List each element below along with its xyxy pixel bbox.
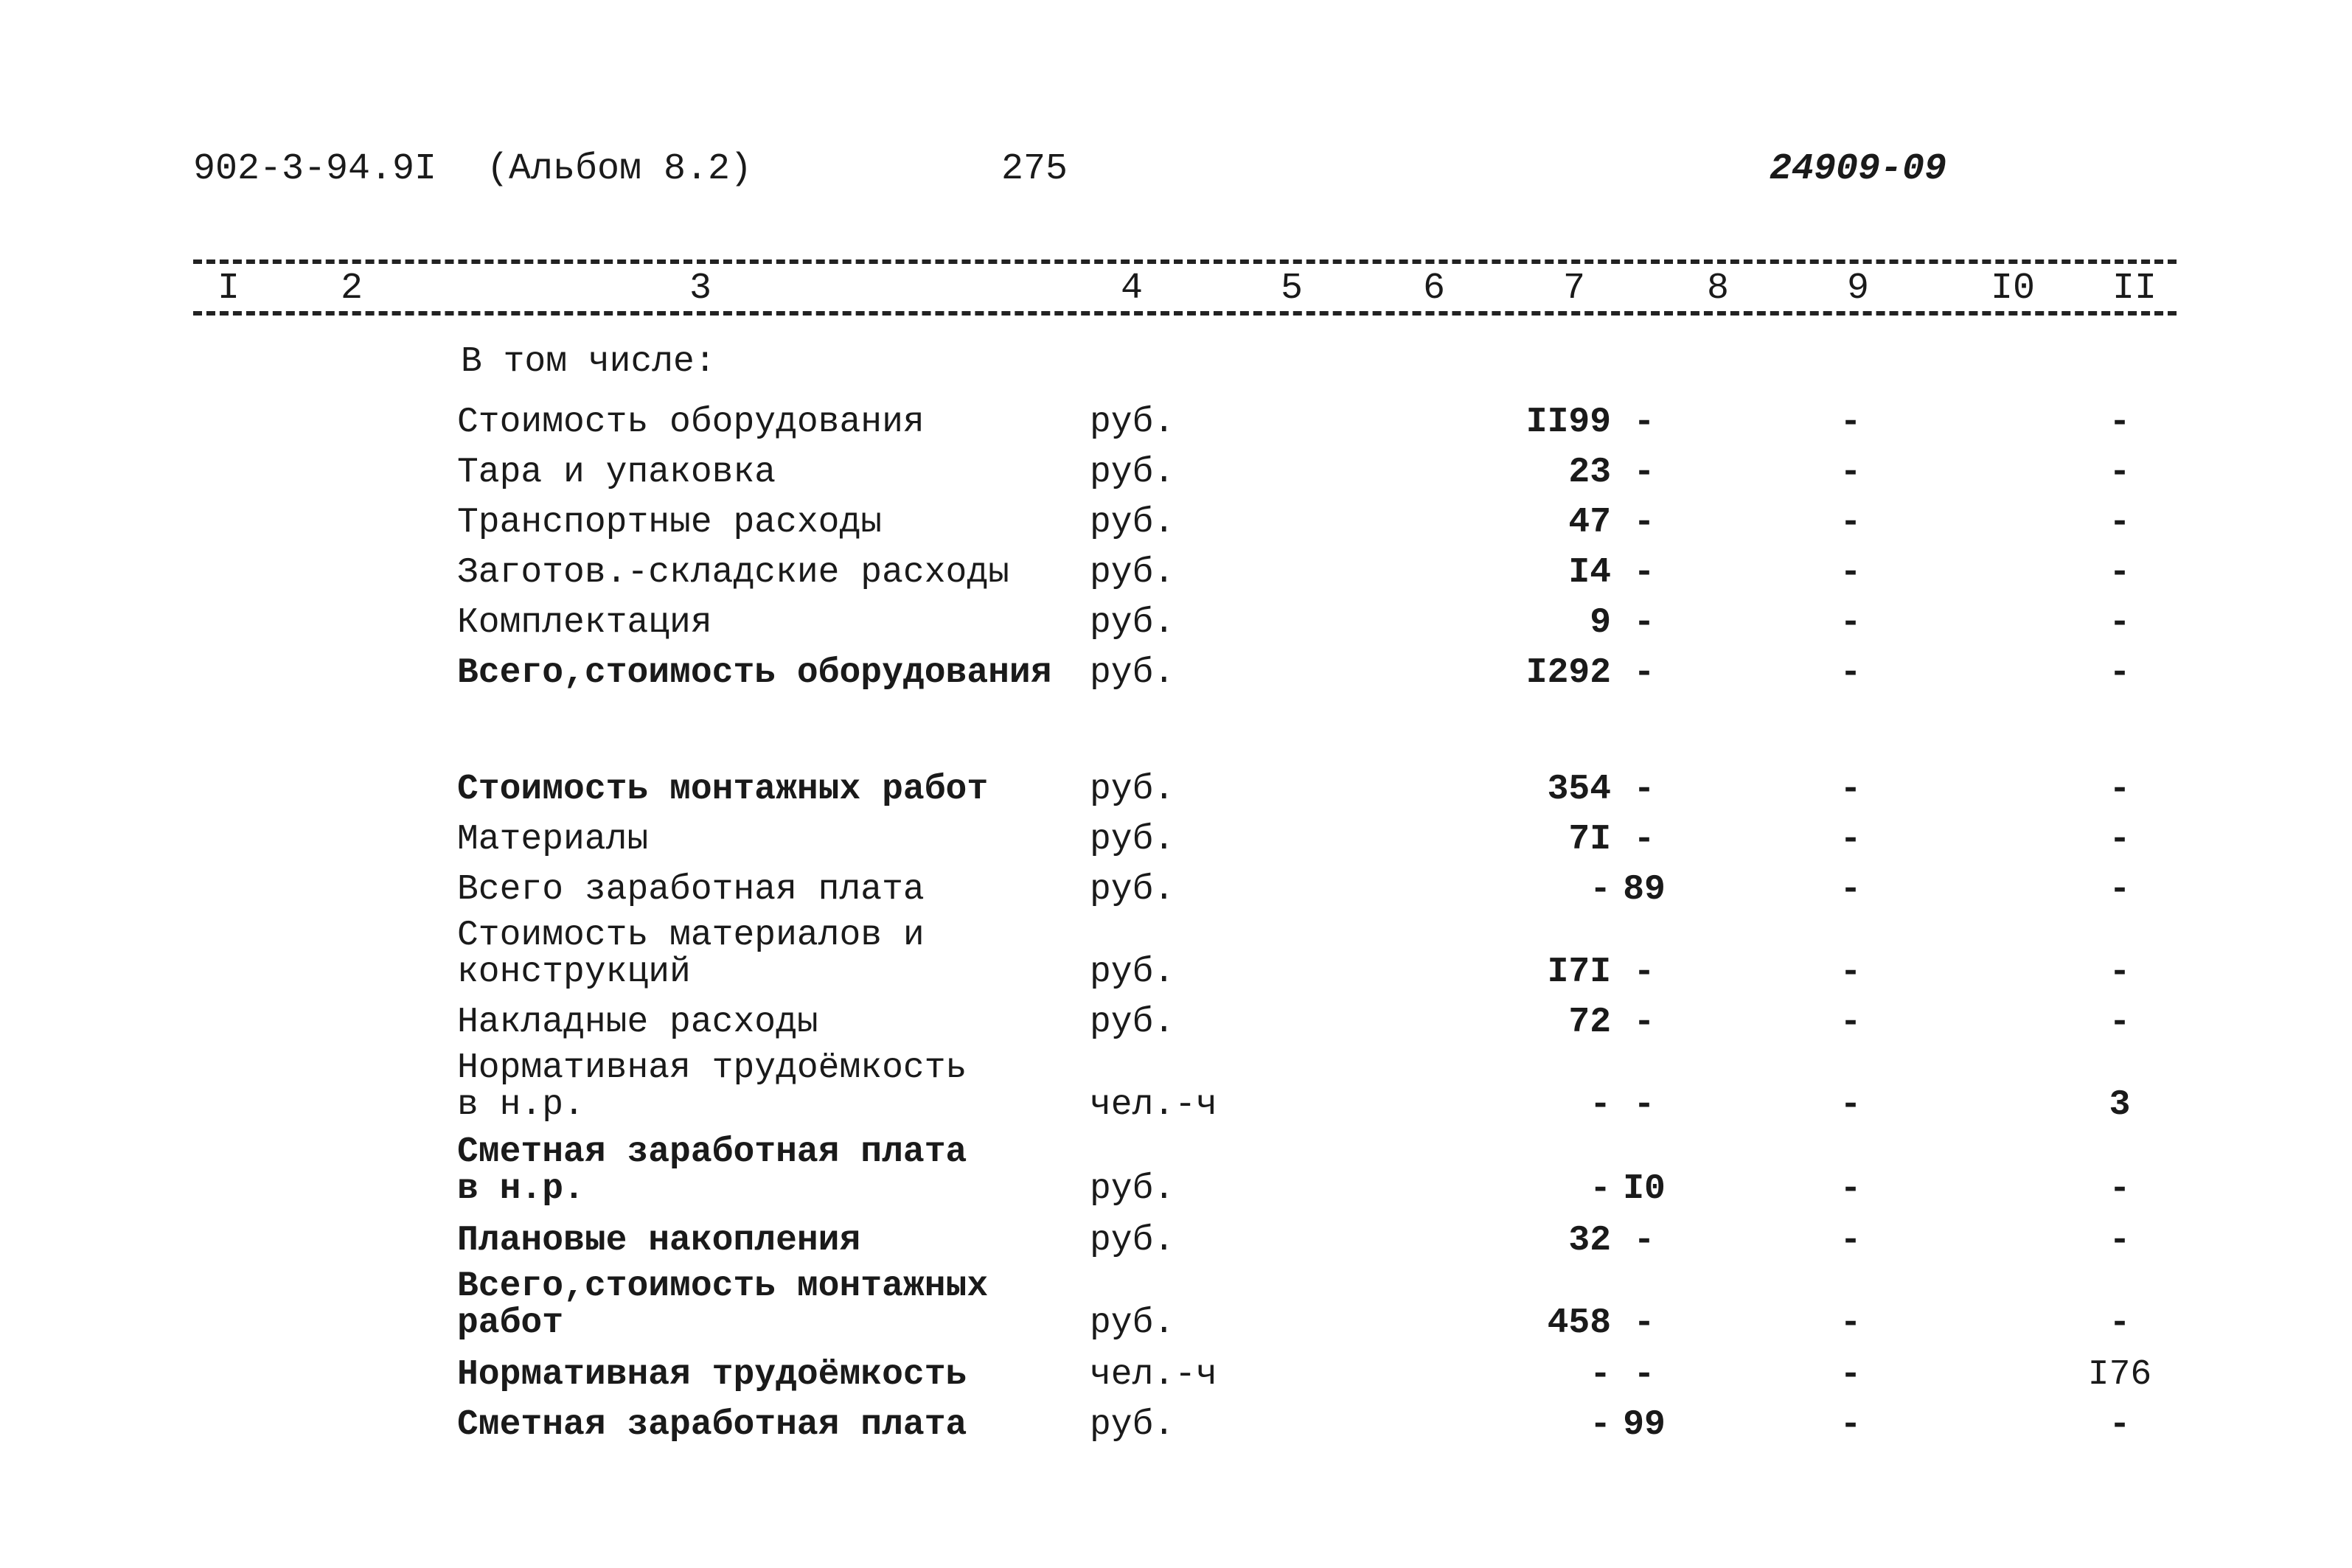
section-heading: В том числе:	[461, 342, 716, 382]
row-value-col11: -	[2109, 603, 2131, 643]
row-value-col8: -	[1633, 603, 1655, 643]
row-value-col7: I292	[1525, 653, 1611, 693]
row-unit: руб.	[1090, 653, 1175, 693]
column-number-1: I	[217, 268, 240, 310]
row-value-col11: -	[2109, 870, 2131, 910]
row-value-col9: -	[1840, 403, 1862, 442]
column-number-4: 4	[1120, 268, 1143, 310]
page-number: 275	[1001, 148, 1068, 190]
row-value-col8: -	[1633, 1221, 1655, 1261]
row-value-col9: -	[1840, 952, 1862, 992]
row-value-col7: 23	[1568, 453, 1611, 492]
row-label: Накладные расходы	[457, 1003, 818, 1042]
row-value-col7: I4	[1568, 553, 1611, 593]
row-label: Тара и упаковка	[457, 453, 776, 492]
row-value-col8: -	[1633, 952, 1655, 992]
row-unit: руб.	[1090, 603, 1175, 643]
row-value-col9: -	[1840, 770, 1862, 809]
row-label: Комплектация	[457, 603, 712, 643]
row-value-col11: -	[2109, 1405, 2131, 1445]
row-value-col7: -	[1590, 1169, 1611, 1209]
row-value-col8: -	[1633, 503, 1655, 543]
row-value-col8: I0	[1623, 1169, 1666, 1209]
row-label: Плановые накопления	[457, 1221, 861, 1261]
row-unit: руб.	[1090, 870, 1175, 910]
row-label: Стоимость оборудования	[457, 403, 925, 442]
row-value-col8: -	[1633, 453, 1655, 492]
row-unit: руб.	[1090, 820, 1175, 860]
row-value-col11: -	[2109, 1003, 2131, 1042]
row-value-col11: -	[2109, 1303, 2131, 1343]
row-value-col11: -	[2109, 1221, 2131, 1261]
row-value-col8: 99	[1623, 1405, 1666, 1445]
row-value-col8: -	[1633, 653, 1655, 693]
row-value-col7: 47	[1568, 503, 1611, 543]
row-value-col9: -	[1840, 870, 1862, 910]
row-value-col7: 458	[1547, 1303, 1611, 1343]
row-value-col11: -	[2109, 820, 2131, 860]
row-value-col9: -	[1840, 553, 1862, 593]
row-value-col11: -	[2109, 653, 2131, 693]
row-value-col8: -	[1633, 1003, 1655, 1042]
row-value-col7: -	[1590, 870, 1611, 910]
row-value-col8: -	[1633, 1355, 1655, 1395]
column-number-3: 3	[689, 268, 711, 310]
table-row	[0, 603, 2352, 691]
document-code: 902-3-94.9I	[193, 148, 437, 190]
row-label: Нормативная трудоёмкость	[457, 1355, 967, 1395]
row-label: Всего,стоимость монтажных работ	[457, 1266, 989, 1343]
row-unit: руб.	[1090, 1221, 1175, 1261]
row-value-col7: 72	[1568, 1003, 1611, 1042]
row-unit: руб.	[1090, 553, 1175, 593]
row-value-col9: -	[1840, 1085, 1862, 1125]
row-unit: руб.	[1090, 1303, 1175, 1343]
table-row	[0, 820, 2352, 908]
row-value-col7: -	[1590, 1085, 1611, 1125]
column-number-10: I0	[1990, 268, 2035, 310]
column-number-2: 2	[340, 268, 363, 310]
row-label: Всего,стоимость оборудования	[457, 653, 1052, 693]
album-label: (Альбом 8.2)	[487, 148, 753, 190]
row-unit: руб.	[1090, 1405, 1175, 1445]
row-value-col11: 3	[2109, 1085, 2131, 1125]
row-value-col9: -	[1840, 453, 1862, 492]
row-value-col7: -	[1590, 1405, 1611, 1445]
row-value-col11: -	[2109, 403, 2131, 442]
row-label: Сметная заработная плата	[457, 1405, 967, 1445]
row-value-col9: -	[1840, 1221, 1862, 1261]
row-unit: руб.	[1090, 403, 1175, 442]
row-value-col9: -	[1840, 820, 1862, 860]
row-unit: чел.-ч	[1090, 1085, 1217, 1125]
row-value-col9: -	[1840, 1169, 1862, 1209]
row-value-col11: -	[2109, 503, 2131, 543]
column-header-bottom-rule	[193, 311, 2177, 316]
row-label: Сметная заработная плата в н.р.	[457, 1132, 967, 1209]
row-value-col7: -	[1590, 1355, 1611, 1395]
row-unit: руб.	[1090, 770, 1175, 809]
row-value-col7: 9	[1590, 603, 1611, 643]
row-value-col11: I76	[2087, 1355, 2152, 1395]
table-row	[0, 952, 2352, 1041]
row-value-col9: -	[1840, 1003, 1862, 1042]
column-header-top-rule	[193, 259, 2177, 264]
row-value-col11: -	[2109, 770, 2131, 809]
row-value-col7: II99	[1525, 403, 1611, 442]
row-unit: руб.	[1090, 1169, 1175, 1209]
row-label: Заготов.-складские расходы	[457, 553, 1009, 593]
column-number-5: 5	[1280, 268, 1303, 310]
row-label: Стоимость материалов и конструкций	[457, 916, 925, 992]
row-value-col7: 354	[1547, 770, 1611, 809]
table-row	[0, 1035, 2352, 1123]
row-value-col8: -	[1633, 770, 1655, 809]
row-unit: руб.	[1090, 1003, 1175, 1042]
row-value-col9: -	[1840, 503, 1862, 543]
table-row	[0, 1171, 2352, 1259]
row-value-col8: -	[1633, 1303, 1655, 1343]
table-row	[0, 1355, 2352, 1443]
row-value-col8: -	[1633, 820, 1655, 860]
column-number-7: 7	[1562, 268, 1585, 310]
column-number-6: 6	[1422, 268, 1445, 310]
row-label: Всего заработная плата	[457, 870, 925, 910]
row-label: Транспортные расходы	[457, 503, 883, 543]
row-value-col9: -	[1840, 1405, 1862, 1445]
row-label: Стоимость монтажных работ	[457, 770, 989, 809]
row-value-col9: -	[1840, 1303, 1862, 1343]
row-value-col11: -	[2109, 1169, 2131, 1209]
row-value-col11: -	[2109, 952, 2131, 992]
row-value-col9: -	[1840, 653, 1862, 693]
row-label: Материалы	[457, 820, 649, 860]
column-number-11: II	[2112, 268, 2157, 310]
row-unit: руб.	[1090, 453, 1175, 492]
column-number-8: 8	[1706, 268, 1729, 310]
row-value-col8: -	[1633, 1085, 1655, 1125]
row-value-col9: -	[1840, 1355, 1862, 1395]
row-value-col7: 32	[1568, 1221, 1611, 1261]
row-value-col8: -	[1633, 553, 1655, 593]
registry-code: 24909-09	[1770, 148, 1947, 190]
row-value-col11: -	[2109, 453, 2131, 492]
row-unit: руб.	[1090, 952, 1175, 992]
row-value-col9: -	[1840, 603, 1862, 643]
row-unit: руб.	[1090, 503, 1175, 543]
row-unit: чел.-ч	[1090, 1355, 1217, 1395]
row-label: Нормативная трудоёмкость в н.р.	[457, 1048, 967, 1125]
column-number-9: 9	[1846, 268, 1869, 310]
row-value-col7: 7I	[1568, 820, 1611, 860]
row-value-col8: -	[1633, 403, 1655, 442]
row-value-col7: I7I	[1547, 952, 1611, 992]
row-value-col11: -	[2109, 553, 2131, 593]
row-value-col8: 89	[1623, 870, 1666, 910]
